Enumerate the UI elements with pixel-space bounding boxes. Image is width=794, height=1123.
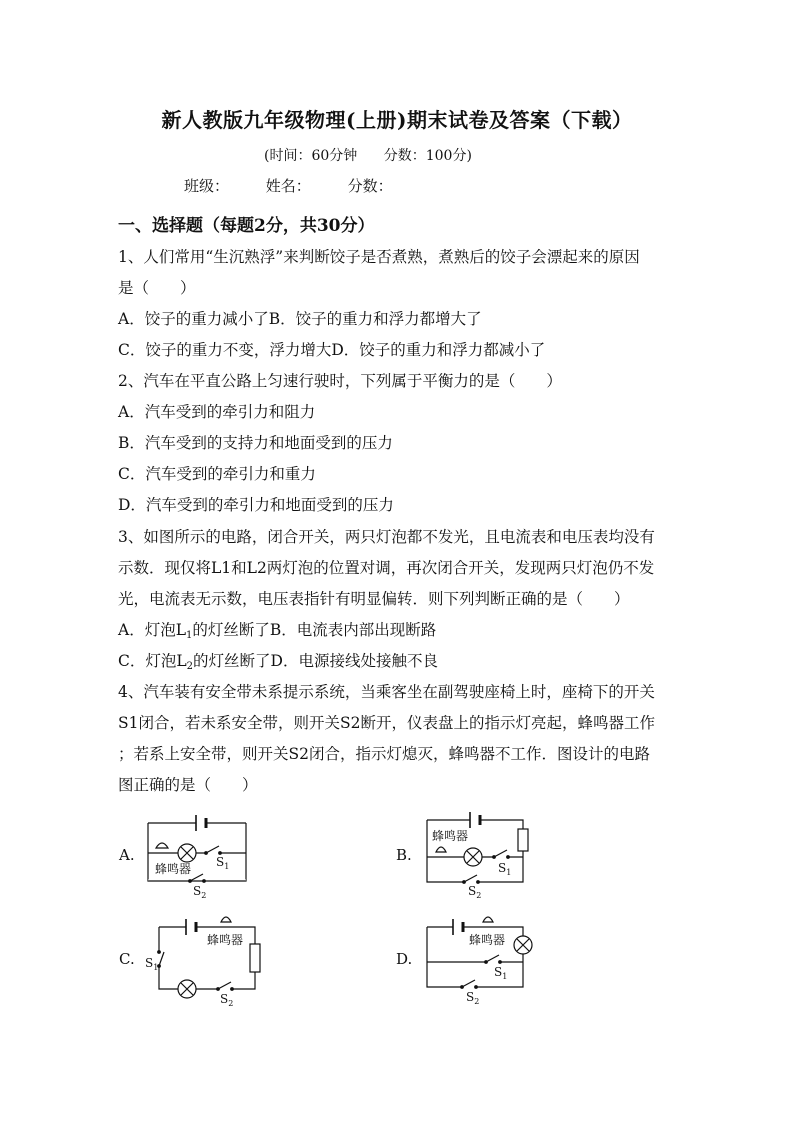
q3-opt-a-text: A．灯泡L [118,621,186,639]
switch-s1-icon [206,846,219,853]
section-heading: 一、选择题（每题2分，共30分） [118,216,375,236]
q2-option-b: B．汽车受到的支持力和地面受到的压力 [118,434,393,452]
resistor-icon [250,944,260,972]
q3-opt-c-text: C．灯泡L [118,652,187,670]
q3-opt-c-text-2: 的灯丝断了D．电源接线处接触不良 [193,652,438,670]
s-letter: S [193,884,202,898]
diagram-d-buzzer-label: 蜂鸣器 [469,933,506,947]
diagram-b-s1-label [498,861,511,877]
q1-options-cd: C．饺子的重力不变，浮力增大D．饺子的重力和浮力都减小了 [118,341,546,359]
s-subscript: 1 [224,862,230,871]
diagram-c-s2-label [220,992,233,1008]
diagram-d-s1-label [494,965,507,981]
diagram-b-s2-label [468,884,481,900]
q2-option-a: A．汽车受到的牵引力和阻力 [118,403,316,421]
diagram-b-label: B. [396,846,412,864]
switch-s1-icon [494,850,507,857]
switch-s2-icon [190,874,203,881]
q3-opt-c-sub: 2 [186,661,194,672]
q4-line-3: ；若系上安全带，则开关S2闭合，指示灯熄灭，蜂鸣器不工作．图设计的电路 [118,745,650,763]
q2-option-c: C．汽车受到的牵引力和重力 [118,465,316,483]
s-subscript: 2 [476,891,482,900]
diagram-c-s1-label [145,956,158,972]
resistor-icon [518,829,528,851]
s-letter: S [220,992,229,1006]
q4-line-1: 4、汽车装有安全带未系提示系统，当乘客坐在副驾驶座椅上时，座椅下的开关 [118,683,655,701]
q3-line-2: 示数．现仅将L1和L2两灯泡的位置对调，再次闭合开关，发现两只灯泡仍不发 [118,559,655,577]
s-letter: S [216,855,225,869]
s-subscript: 1 [153,963,159,972]
s-subscript: 2 [474,997,480,1006]
points-field-label: 分数： [347,177,393,195]
switch-s1-icon [486,955,499,962]
buzzer-icon [434,847,448,857]
q2-option-d: D．汽车受到的牵引力和地面受到的压力 [118,496,394,514]
diagram-a-label: A. [119,846,135,864]
s-letter: S [466,990,475,1004]
s-letter: S [468,884,477,898]
s-subscript: 1 [502,972,508,981]
s-subscript: 2 [228,999,234,1008]
q1-line-1: 1、人们常用“生沉熟浮”来判断饺子是否煮熟，煮熟后的饺子会漂起来的原因 [118,248,640,266]
buzzer-icon [154,843,170,853]
s-subscript: 2 [201,891,207,900]
buzzer-icon [481,917,495,927]
exam-time: (时间：60分钟 [264,148,358,164]
circuit-diagram-c [158,917,260,998]
circuit-diagram-b [427,812,528,883]
q4-line-2: S1闭合，若未系安全带，则开关S2断开，仪表盘上的指示灯亮起，蜂鸣器工作 [118,714,655,732]
name-field-label: 姓名： [265,177,311,195]
s-subscript: 1 [506,868,512,877]
diagram-a-s2-label [193,884,206,900]
diagram-a-s1-label [216,855,229,871]
circuit-diagram-d [427,917,532,988]
q2-line-1: 2、汽车在平直公路上匀速行驶时，下列属于平衡力的是（ ） [118,372,562,390]
q3-line-3: 光，电流表无示数，电压表指针有明显偏转．则下列判断正确的是（ ） [118,590,630,608]
diagram-c-buzzer-label: 蜂鸣器 [207,933,244,947]
diagram-d-label: D. [396,950,413,968]
diagram-d-s2-label [466,990,479,1006]
diagram-c-label: C. [119,950,135,968]
s-letter: S [145,956,154,970]
q1-options-ab: A．饺子的重力减小了B．饺子的重力和浮力都增大了 [118,310,482,328]
q3-line-1: 3、如图所示的电路，闭合开关，两只灯泡都不发光，且电流表和电压表均没有 [118,528,655,546]
exam-score: 分数：100分) [383,148,472,164]
buzzer-icon [219,917,233,927]
diagram-a-buzzer-label: 蜂鸣器 [155,862,192,876]
diagram-b-buzzer-label: 蜂鸣器 [432,829,469,843]
class-field-label: 班级： [184,177,230,195]
q4-line-4: 图正确的是（ ） [118,776,258,794]
s-letter: S [498,861,507,875]
switch-s1-icon [159,952,164,966]
s-letter: S [494,965,503,979]
q3-opt-a-sub: 1 [186,630,193,641]
q1-line-2: 是（ ） [118,279,196,297]
page-title: 新人教版九年级物理(上册)期末试卷及答案（下载） [161,108,633,132]
q3-opt-a-text-2: 的灯丝断了B．电流表内部出现断路 [192,621,437,639]
